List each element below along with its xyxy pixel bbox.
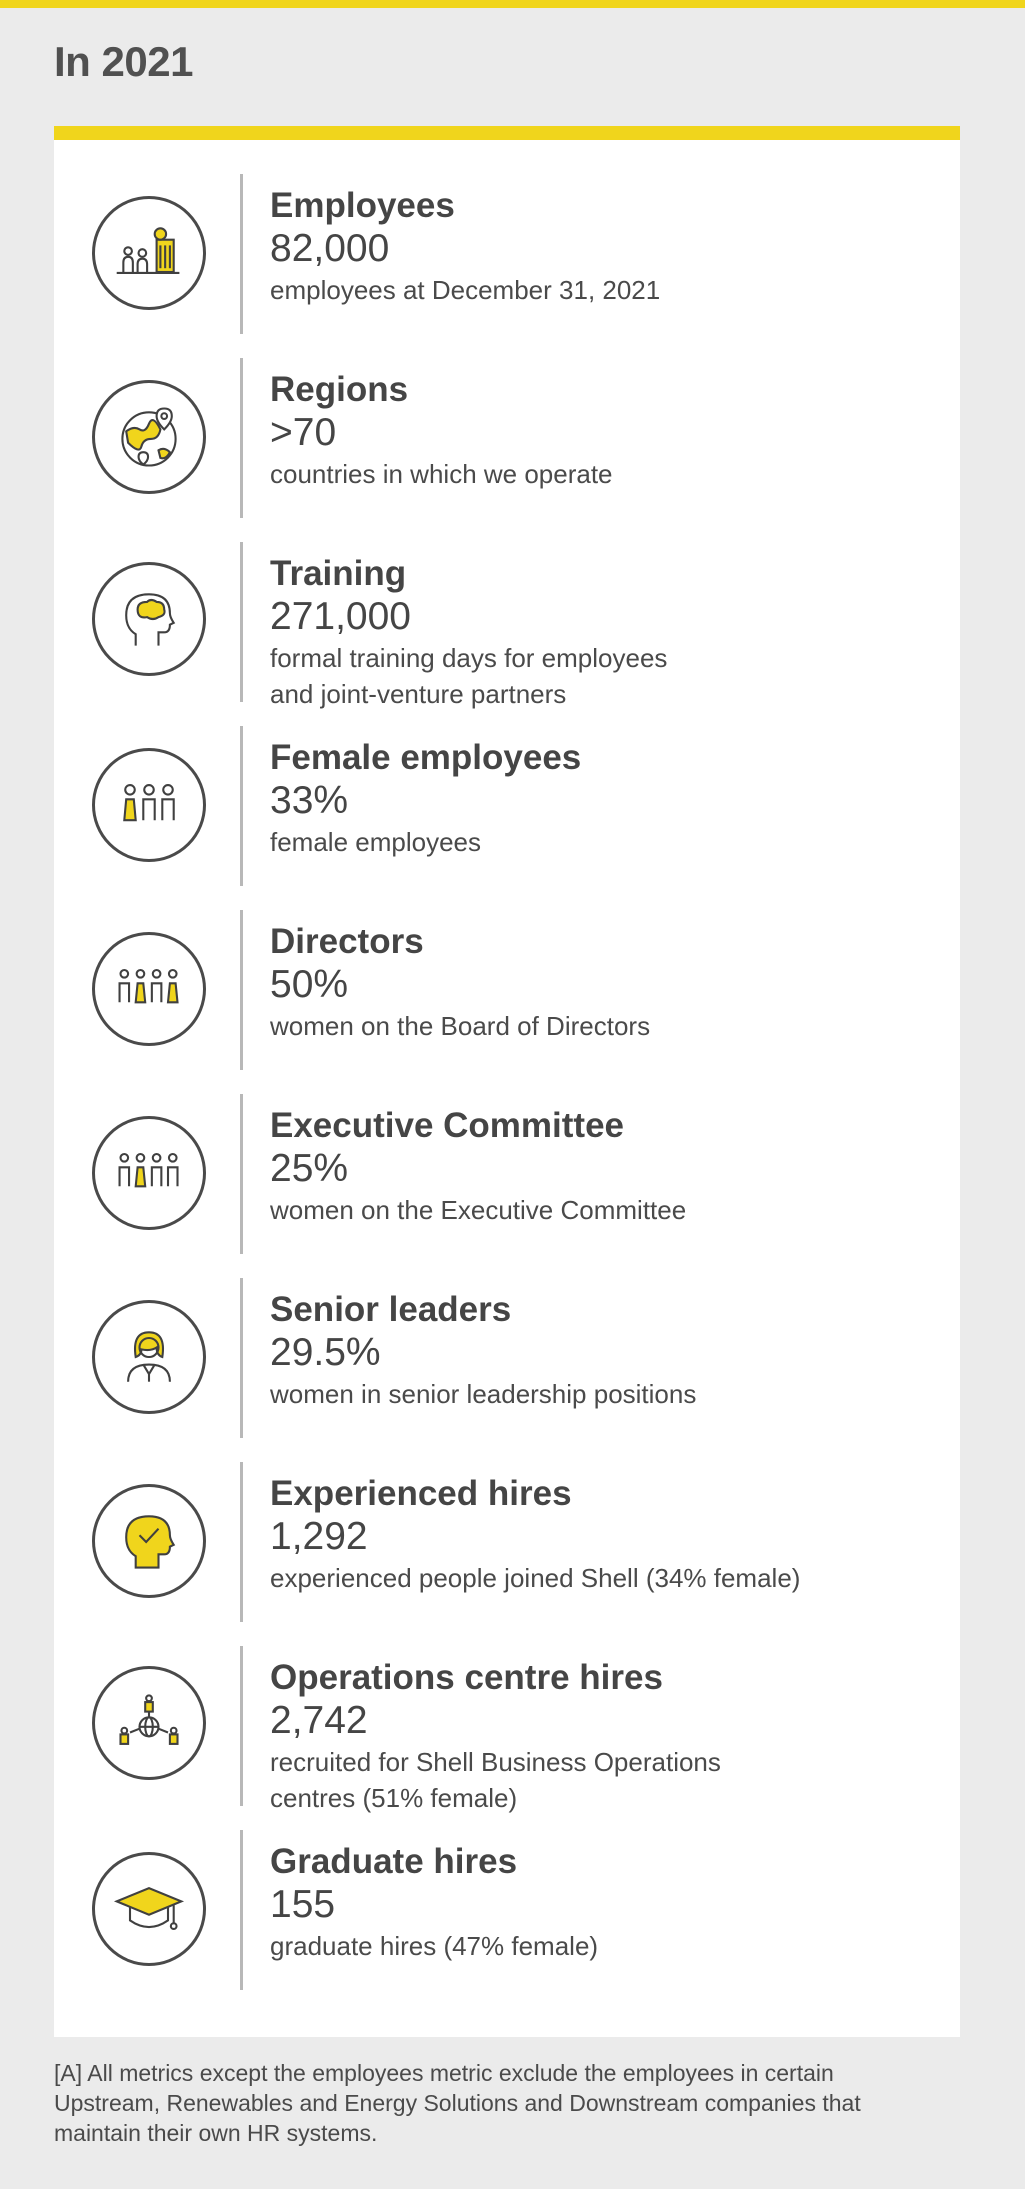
metric-title: Executive Committee — [270, 1106, 625, 1145]
metric-title: Experienced hires — [270, 1474, 572, 1513]
graduation-cap-icon — [92, 1852, 206, 1966]
metric-title: Employees — [270, 186, 455, 225]
metric-desc: employees at December 31, 2021 — [270, 275, 661, 305]
metric-experienced-hires — [54, 1462, 960, 1622]
metric-desc: women on the Executive Committee — [270, 1195, 687, 1225]
metric-graduate-hires — [54, 1830, 960, 1990]
metric-training — [54, 542, 960, 709]
footnote-line: Upstream, Renewables and Energy Solutions and Downstream companies that — [54, 2090, 861, 2116]
metric-desc: and joint-venture partners — [270, 679, 567, 709]
metric-value: 1,292 — [270, 1515, 368, 1558]
metric-desc: female employees — [270, 827, 481, 857]
footnote-line: maintain their own HR systems. — [54, 2120, 378, 2146]
metric-title: Senior leaders — [270, 1290, 512, 1329]
senior-leader-icon — [92, 1300, 206, 1414]
divider — [240, 726, 243, 886]
metric-title: Regions — [270, 370, 409, 409]
divider — [240, 910, 243, 1070]
metric-desc: experienced people joined Shell (34% female) — [270, 1563, 801, 1593]
divider — [240, 1278, 243, 1438]
metric-value: 33% — [270, 779, 349, 822]
metric-desc: women on the Board of Directors — [270, 1011, 651, 1041]
metric-operations-centre-hires — [54, 1646, 960, 1813]
metric-title: Graduate hires — [270, 1842, 518, 1881]
metric-value: 29.5% — [270, 1331, 381, 1374]
head-checkmark-icon — [92, 1484, 206, 1598]
metric-value: 155 — [270, 1883, 336, 1926]
female-employees-icon — [92, 748, 206, 862]
metric-desc: countries in which we operate — [270, 459, 613, 489]
metric-desc: recruited for Shell Business Operations — [270, 1747, 721, 1777]
metrics-card — [54, 126, 960, 2037]
metric-desc: graduate hires (47% female) — [270, 1931, 599, 1961]
metric-directors — [54, 910, 960, 1070]
executive-committee-icon — [92, 1116, 206, 1230]
divider — [240, 174, 243, 334]
globe-location-icon — [92, 380, 206, 494]
metric-value: 271,000 — [270, 595, 411, 638]
head-brain-icon — [92, 562, 206, 676]
divider — [240, 1646, 243, 1806]
divider — [240, 542, 243, 702]
metric-value: 50% — [270, 963, 349, 1006]
metric-value: 2,742 — [270, 1699, 368, 1742]
network-globe-icon — [92, 1666, 206, 1780]
footnote — [54, 2058, 964, 2148]
divider — [240, 1462, 243, 1622]
metric-desc: centres (51% female) — [270, 1783, 518, 1813]
divider — [240, 358, 243, 518]
metric-senior-leaders — [54, 1278, 960, 1438]
metric-title: Female employees — [270, 738, 582, 777]
metric-title: Directors — [270, 922, 424, 961]
metric-title: Operations centre hires — [270, 1658, 663, 1697]
metric-desc: formal training days for employees — [270, 643, 668, 673]
metric-value: 82,000 — [270, 227, 390, 270]
metric-title: Training — [270, 554, 407, 593]
divider — [240, 1094, 243, 1254]
footnote-line: [A] All metrics except the employees metric exclude the employees in certain — [54, 2060, 834, 2086]
page-title: In 2021 — [54, 38, 193, 85]
metric-female-employees — [54, 726, 960, 886]
divider — [240, 1830, 243, 1990]
metric-executive-committee — [54, 1094, 960, 1254]
board-directors-icon — [92, 932, 206, 1046]
metric-regions — [54, 358, 960, 518]
employees-building-icon — [92, 196, 206, 310]
metric-value: >70 — [270, 411, 337, 454]
metric-employees — [54, 174, 960, 334]
metric-value: 25% — [270, 1147, 349, 1190]
metric-desc: women in senior leadership positions — [270, 1379, 697, 1409]
top-accent-bar — [0, 0, 1025, 8]
